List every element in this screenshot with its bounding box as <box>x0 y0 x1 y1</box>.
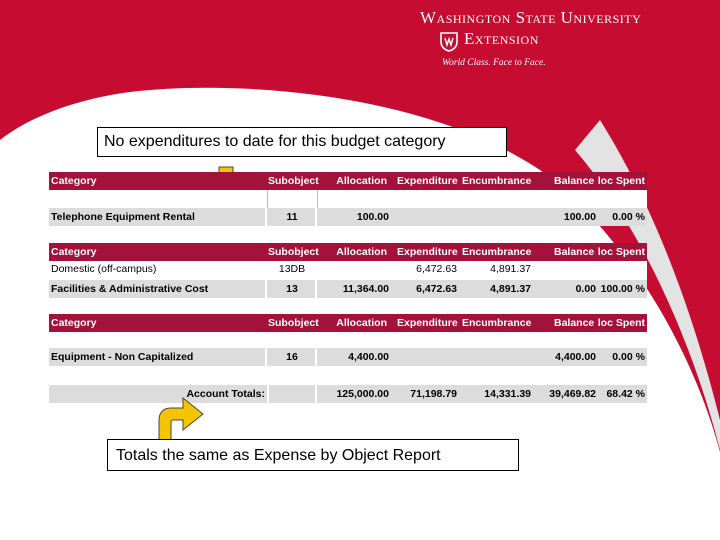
cell-allocation: 11,364.00 <box>342 283 389 295</box>
table-row <box>49 280 647 298</box>
cell-category: Facilities & Administrative Cost <box>51 283 209 295</box>
col-category: Category <box>51 246 97 258</box>
callout-totals-match: Totals the same as Expense by Object Report <box>107 439 519 471</box>
table-row <box>49 348 647 366</box>
cell-balance: 100.00 <box>563 211 596 223</box>
wsu-extension-logo <box>420 6 710 76</box>
budget-table-facilities <box>49 243 647 298</box>
col-loc-spent: loc Spent <box>597 175 645 187</box>
cell-balance: 0.00 <box>575 283 596 295</box>
cell-category: Equipment - Non Capitalized <box>51 351 194 363</box>
cell-subobject: 16 <box>286 351 298 363</box>
table-header-row <box>49 172 647 190</box>
callout-no-expenditures: No expenditures to date for this budget category <box>97 127 507 157</box>
col-category: Category <box>51 317 97 329</box>
col-balance: Balance <box>554 246 595 258</box>
col-encumbrance: Encumbrance <box>462 175 532 187</box>
cell-expenditure <box>397 208 457 226</box>
col-encumbrance: Encumbrance <box>462 246 532 258</box>
cell-encumbrance: 4,891.37 <box>490 263 531 275</box>
col-balance: Balance <box>554 175 595 187</box>
cell-category: Telephone Equipment Rental <box>51 211 195 223</box>
table-detail-row <box>49 261 647 277</box>
cell-expenditure: 6,472.63 <box>416 263 457 275</box>
cell-loc-spent: 100.00 % <box>600 283 645 295</box>
cell-encumbrance: 4,891.37 <box>490 283 531 295</box>
col-encumbrance: Encumbrance <box>462 317 532 329</box>
table-header-row <box>49 243 647 261</box>
totals-loc-spent: 68.42 % <box>606 388 645 400</box>
col-category: Category <box>51 175 97 187</box>
totals-row <box>49 385 647 403</box>
wsu-cougar-logo-icon <box>438 30 460 52</box>
col-loc-spent: loc Spent <box>597 317 645 329</box>
col-expenditure: Expenditure <box>397 246 458 258</box>
cell-loc-spent: 0.00 % <box>612 211 645 223</box>
cell-category: Domestic (off-campus) <box>51 263 157 275</box>
cell-encumbrance <box>467 348 531 366</box>
logo-university-name: Washington State University <box>420 8 642 27</box>
col-allocation: Allocation <box>336 246 387 258</box>
table-spacer-row <box>49 332 647 348</box>
col-loc-spent: loc Spent <box>597 246 645 258</box>
totals-expenditure: 71,198.79 <box>410 388 457 400</box>
totals-encumbrance: 14,331.39 <box>484 388 531 400</box>
budget-table-telephone <box>49 172 647 226</box>
cell-allocation: 100.00 <box>356 211 389 223</box>
col-expenditure: Expenditure <box>397 175 458 187</box>
cell-subobject: 13 <box>286 283 298 295</box>
table-spacer-row <box>49 190 647 208</box>
col-allocation: Allocation <box>336 317 387 329</box>
cell-subobject: 13DB <box>278 263 306 275</box>
cell-encumbrance <box>467 208 531 226</box>
logo-extension: Extension <box>464 29 539 48</box>
totals-label: Account Totals: <box>186 388 265 400</box>
col-allocation: Allocation <box>336 175 387 187</box>
cell-expenditure <box>397 348 457 366</box>
budget-table-equipment <box>49 314 647 366</box>
col-subobject: Subobject <box>268 175 319 187</box>
col-subobject: Subobject <box>268 246 319 258</box>
col-balance: Balance <box>554 317 595 329</box>
cell-balance: 4,400.00 <box>555 351 596 363</box>
cell-loc-spent: 0.00 % <box>612 351 645 363</box>
table-row <box>49 208 647 226</box>
col-expenditure: Expenditure <box>397 317 458 329</box>
account-totals-table <box>49 385 647 403</box>
cell-subobject: 11 <box>286 211 298 223</box>
totals-allocation: 125,000.00 <box>336 388 389 400</box>
cell-allocation: 4,400.00 <box>348 351 389 363</box>
cell-expenditure: 6,472.63 <box>416 283 457 295</box>
logo-tagline: World Class. Face to Face. <box>442 58 546 68</box>
table-header-row <box>49 314 647 332</box>
col-subobject: Subobject <box>268 317 319 329</box>
totals-balance: 39,469.82 <box>549 388 596 400</box>
